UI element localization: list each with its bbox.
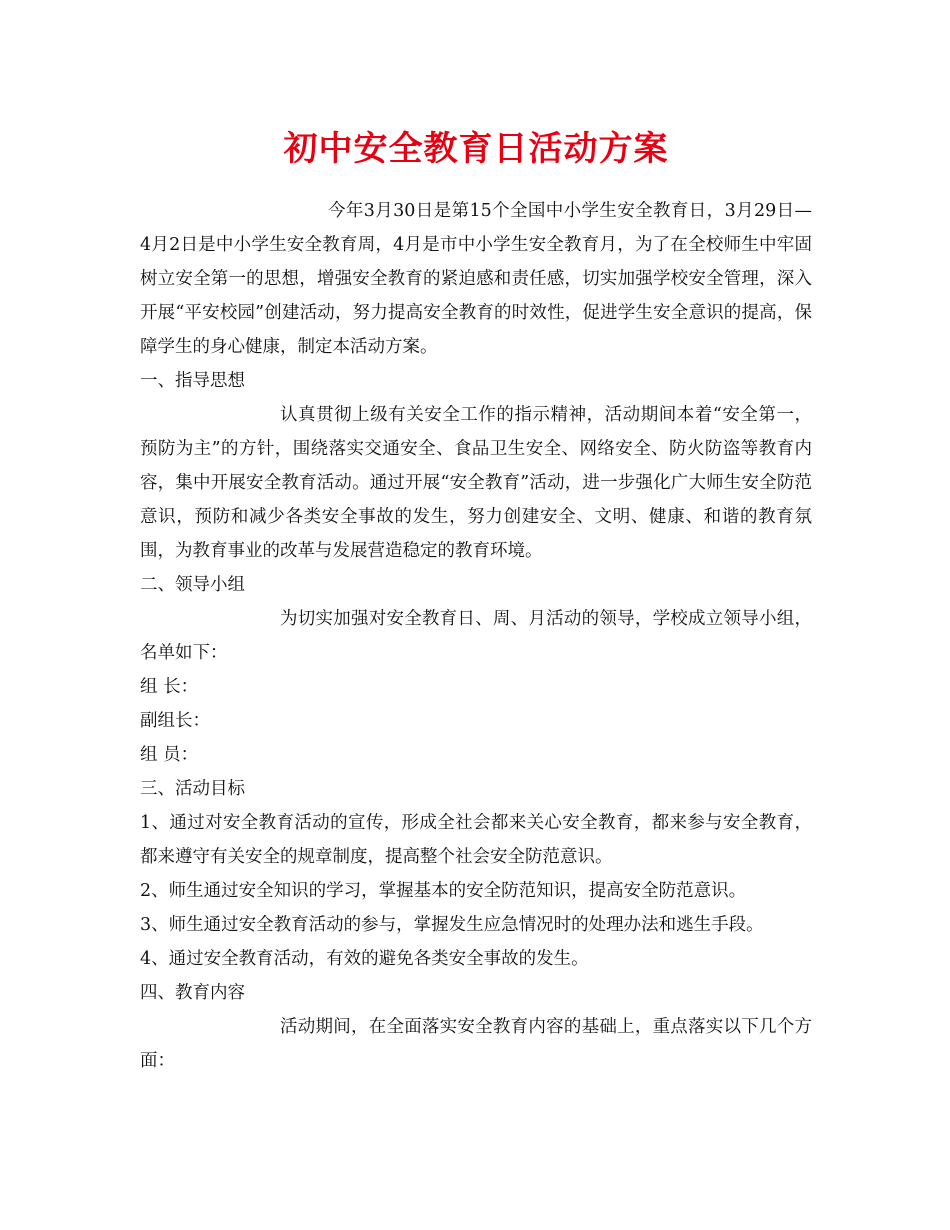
group-leader-line: 组 长： (140, 677, 199, 697)
document-page (140, 118, 812, 1078)
goal-item-2: 2、师生通过安全知识的学习，掌握基本的安全防范知识，提高安全防范意识。 (140, 881, 747, 901)
document-title: 初中安全教育日活动方案 (283, 129, 669, 169)
section-1-heading: 一、指导思想 (140, 371, 245, 391)
section-1-body: 认真贯彻上级有关安全工作的指示精神，活动期间本着“安全第一，预防为主”的方针，围绕落实交通安全、食品卫生安全、网络安全、防火防盗等教育内容，集中开展安全教育活动。通过开展“安全教育”活动，进一步强化广大师生安全防范意识，预防和减少各类安全事故的发生，努力创建安全、文明、健康、和谐的教育氛围，为教育事业的改革与发展营造稳定的教育环境。 (140, 405, 812, 561)
section-4-heading: 四、教育内容 (140, 983, 245, 1003)
deputy-leader-line: 副组长： (140, 711, 210, 731)
section-4-body: 活动期间，在全面落实安全教育内容的基础上，重点落实以下几个方面： (140, 1017, 812, 1071)
goal-item-3: 3、师生通过安全教育活动的参与，掌握发生应急情况时的处理办法和逃生手段。 (140, 915, 764, 935)
group-members-line: 组 员： (140, 745, 199, 765)
goal-item-1: 1、通过对安全教育活动的宣传，形成全社会都来关心安全教育，都来参与安全教育，都来遵守有关安全的规章制度，提高整个社会安全防范意识。 (140, 813, 812, 867)
section-2-body: 为切实加强对安全教育日、周、月活动的领导，学校成立领导小组，名单如下： (140, 609, 812, 663)
section-2-heading: 二、领导小组 (140, 575, 245, 595)
section-3-heading: 三、活动目标 (140, 779, 245, 799)
goal-item-4: 4、通过安全教育活动，有效的避免各类安全事故的发生。 (140, 949, 589, 969)
intro-paragraph: 今年3月30日是第15个全国中小学生安全教育日，3月29日—4月2日是中小学生安全教育周，4月是市中小学生安全教育月，为了在全校师生中牢固树立安全第一的思想，增强安全教育的紧迫感和责任感，切实加强学校安全管理，深入开展“平安校园”创建活动，努力提高安全教育的时效性，促进学生安全意识的提高，保障学生的身心健康，制定本活动方案。 (140, 201, 812, 357)
